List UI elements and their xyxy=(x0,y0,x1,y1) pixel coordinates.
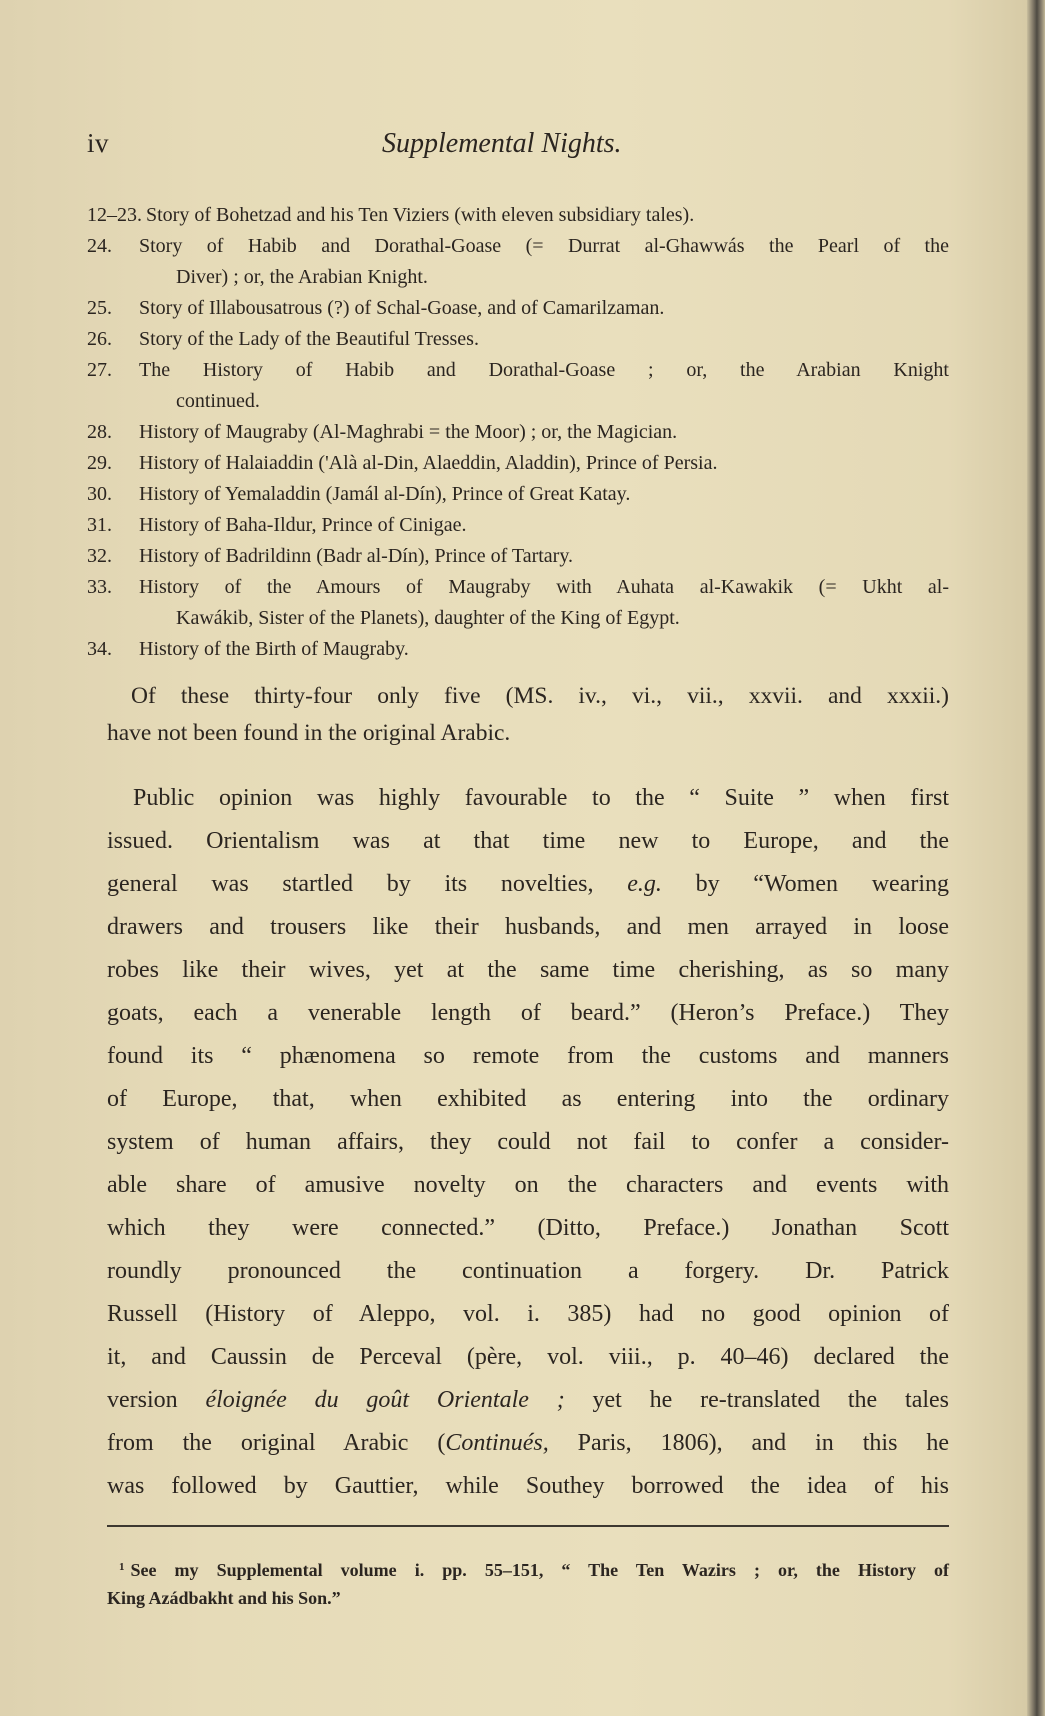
text-segment: of Europe, that, when exhibited as entering into the ordinary xyxy=(107,1086,949,1112)
story-number: 28. xyxy=(87,421,112,443)
story-title: History of Maugraby (Al-Maghrabi = the Moor) ; or, the Magician. xyxy=(139,421,678,443)
story-number: 25. xyxy=(87,297,112,319)
italic-text-segment: e.g. xyxy=(627,871,662,897)
footnote-divider xyxy=(107,1525,949,1527)
summary-line-2: have not been found in the original Arabic. xyxy=(107,720,511,746)
footnote-line-1 xyxy=(107,1553,949,1584)
text-line xyxy=(107,1207,949,1250)
body-paragraph xyxy=(107,777,949,1508)
text-segment: version xyxy=(107,1387,206,1413)
text-segment: goats, each a venerable length of beard.” (Heron’s Preface.) They xyxy=(107,1000,949,1026)
story-number: 12–23. xyxy=(87,204,142,226)
story-list-item xyxy=(87,572,949,634)
text-segment: found its “ phænomena so remote from the customs and manners xyxy=(107,1043,949,1069)
story-title: Story of Illabousatrous (?) of Schal-Goase, and of Camarilzaman. xyxy=(139,297,665,319)
story-list-item xyxy=(87,231,949,293)
text-segment: from the original Arabic ( xyxy=(107,1430,446,1456)
text-line xyxy=(107,1422,949,1465)
text-line xyxy=(107,1465,949,1508)
page-header xyxy=(87,128,947,168)
story-list-item-line xyxy=(87,328,479,350)
text-line xyxy=(107,1336,949,1379)
story-list-item-line xyxy=(87,231,949,262)
text-line xyxy=(107,777,949,820)
running-title: Supplemental Nights. xyxy=(382,128,622,159)
footnote-marker: 1 xyxy=(119,1561,125,1573)
story-title: History of Baha-Ildur, Prince of Cinigae. xyxy=(139,514,467,536)
text-segment: able share of amusive novelty on the characters and events with xyxy=(107,1172,949,1198)
story-list-item-line xyxy=(87,355,949,386)
story-list-item-line xyxy=(87,452,717,474)
story-number: 34. xyxy=(87,638,112,660)
story-list-item-line xyxy=(87,483,630,505)
story-list-item-line xyxy=(87,204,694,226)
text-segment: drawers and trousers like their husbands, and men arrayed in loose xyxy=(107,914,949,940)
story-title: History of Yemaladdin (Jamál al-Dín), Prince of Great Katay. xyxy=(139,483,631,505)
story-list-item xyxy=(87,324,949,355)
story-number: 33. xyxy=(87,576,112,598)
text-segment: by “Women wearing xyxy=(661,871,950,897)
story-list-item-line xyxy=(87,638,409,660)
footnote-line-2: King Azádbakht and his Son.” xyxy=(107,1588,341,1608)
story-list-item xyxy=(87,355,949,417)
story-title: History of the Birth of Maugraby. xyxy=(139,638,409,660)
story-number: 29. xyxy=(87,452,112,474)
story-title: Story of Bohetzad and his Ten Viziers (with eleven subsidiary tales). xyxy=(146,204,695,226)
story-title: History of Halaiaddin ('Alà al-Din, Alaeddin, Aladdin), Prince of Persia. xyxy=(139,452,718,474)
text-segment: was followed by Gauttier, while Southey borrowed the idea of his xyxy=(107,1473,949,1499)
text-segment: system of human affairs, they could not fail to confer a consider- xyxy=(107,1129,949,1155)
story-number: 27. xyxy=(87,359,112,381)
story-list-item xyxy=(87,200,949,231)
summary-line-1: Of these thirty-four only five (MS. iv., vi., vii., xxvii. and xxxii.) xyxy=(131,683,949,709)
text-line xyxy=(107,906,949,949)
text-line xyxy=(107,1035,949,1078)
story-number: 30. xyxy=(87,483,112,505)
story-title-continuation: continued. xyxy=(176,390,260,412)
story-title-continuation: Kawákib, Sister of the Planets), daughter of the King of Egypt. xyxy=(176,607,680,629)
italic-text-segment: Continués, xyxy=(445,1430,549,1456)
text-line xyxy=(107,1078,949,1121)
text-segment: which they were connected.” (Ditto, Preface.) Jonathan Scott xyxy=(107,1215,949,1241)
story-list-item-line xyxy=(87,297,664,319)
summary-paragraph xyxy=(107,678,949,752)
story-number: 32. xyxy=(87,545,112,567)
text-segment: robes like their wives, yet at the same time cherishing, as so many xyxy=(107,957,949,983)
text-segment: yet he re-translated the tales xyxy=(564,1387,950,1413)
story-title: Story of Habib and Dorathal-Goase (= Durrat al-Ghawwás the Pearl of the xyxy=(139,235,949,257)
text-line xyxy=(107,1379,949,1422)
footnote-text-1: See my Supplemental volume i. pp. 55–151, “ The Ten Wazirs ; or, the History of xyxy=(130,1560,949,1580)
story-list-item xyxy=(87,448,949,479)
story-list-item xyxy=(87,541,949,572)
text-line xyxy=(107,820,949,863)
story-list-item-line xyxy=(87,572,949,603)
text-segment: issued. Orientalism was at that time new to Europe, and the xyxy=(107,828,949,854)
text-segment: roundly pronounced the continuation a forgery. Dr. Patrick xyxy=(107,1258,949,1284)
story-number: 31. xyxy=(87,514,112,536)
story-number: 24. xyxy=(87,235,112,257)
text-line xyxy=(107,992,949,1035)
story-number: 26. xyxy=(87,328,112,350)
text-segment: Paris, 1806), and in this he xyxy=(548,1430,949,1456)
footnote xyxy=(107,1553,949,1612)
text-line xyxy=(107,1121,949,1164)
story-title: History of Badrildinn (Badr al-Dín), Prince of Tartary. xyxy=(139,545,574,567)
story-list-item xyxy=(87,510,949,541)
text-line xyxy=(107,1250,949,1293)
story-list-item xyxy=(87,293,949,324)
page-number: iv xyxy=(87,128,110,158)
story-list-item xyxy=(87,479,949,510)
story-list-item-line xyxy=(87,421,677,443)
story-list-item xyxy=(87,634,949,665)
book-spine-edge xyxy=(1027,0,1045,1716)
text-segment: it, and Caussin de Perceval (père, vol. viii., p. 40–46) declared the xyxy=(107,1344,949,1370)
story-title: The History of Habib and Dorathal-Goase ; or, the Arabian Knight xyxy=(139,359,949,381)
text-line xyxy=(107,949,949,992)
story-title: History of the Amours of Maugraby with Auhata al-Kawakik (= Ukht al- xyxy=(139,576,949,598)
text-segment: general was startled by its novelties, xyxy=(107,871,628,897)
text-line xyxy=(107,1293,949,1336)
story-list-item-line xyxy=(87,514,466,536)
text-segment: Russell (History of Aleppo, vol. i. 385) had no good opinion of xyxy=(107,1301,949,1327)
story-title-continuation: Diver) ; or, the Arabian Knight. xyxy=(176,266,428,288)
text-line xyxy=(107,1164,949,1207)
text-line xyxy=(107,863,949,906)
story-title: Story of the Lady of the Beautiful Tresses. xyxy=(139,328,479,350)
story-list xyxy=(87,200,949,665)
text-segment: Public opinion was highly favourable to the “ Suite ” when first xyxy=(133,785,949,811)
italic-text-segment: éloignée du goût Orientale ; xyxy=(205,1387,565,1413)
story-list-item-line xyxy=(87,545,573,567)
story-list-item xyxy=(87,417,949,448)
